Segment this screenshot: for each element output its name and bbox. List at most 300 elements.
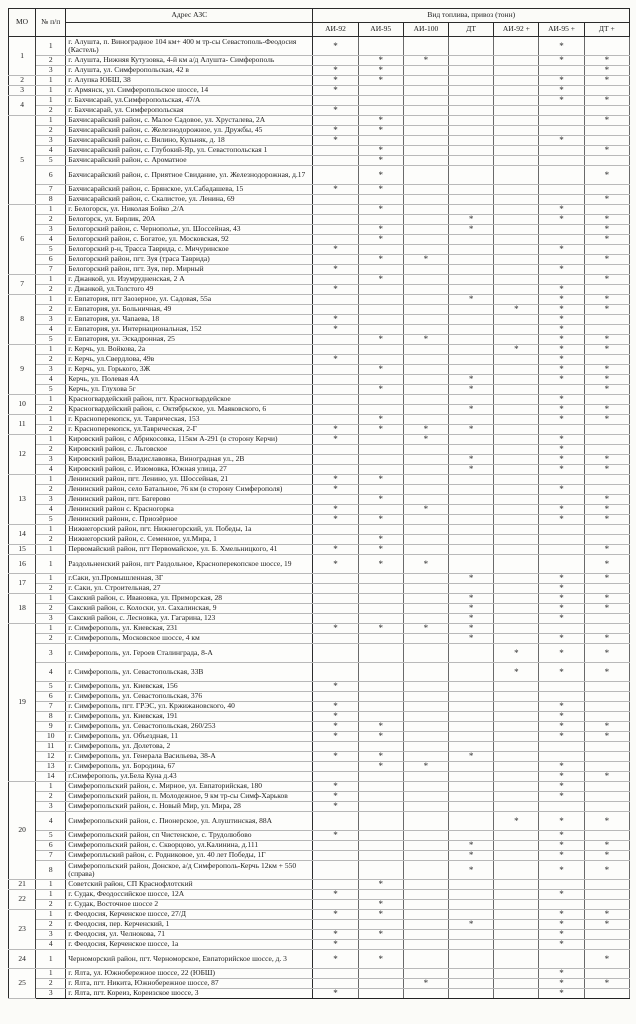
- mo-number-cell: 23: [9, 910, 36, 950]
- fuel-empty-cell: [539, 752, 584, 762]
- fuel-empty-cell: [494, 126, 539, 136]
- fuel-marker-cell: *: [494, 305, 539, 315]
- station-address-cell: г. Джанкой, ул. Изумрудненская, 2 А: [66, 275, 313, 285]
- fuel-empty-cell: [539, 545, 584, 555]
- fuel-empty-cell: [584, 285, 629, 295]
- fuel-empty-cell: [449, 742, 494, 752]
- fuel-empty-cell: [539, 185, 584, 195]
- station-row: [9, 692, 630, 702]
- fuel-marker-cell: *: [449, 375, 494, 385]
- station-address-cell: Сакский район, с. Колоски, ул. Сахалинская, 9: [66, 604, 313, 614]
- fuel-empty-cell: [584, 752, 629, 762]
- fuel-empty-cell: [403, 802, 448, 812]
- fuel-empty-cell: [584, 185, 629, 195]
- fuel-empty-cell: [403, 295, 448, 305]
- fuel-empty-cell: [313, 574, 358, 584]
- fuel-empty-cell: [449, 584, 494, 594]
- fuel-marker-cell: *: [539, 930, 584, 940]
- station-address-cell: г. Феодосия, пер. Керченский, 1: [66, 920, 313, 930]
- fuel-empty-cell: [494, 989, 539, 999]
- fuel-empty-cell: [449, 900, 494, 910]
- fuel-empty-cell: [494, 475, 539, 485]
- station-row: [9, 772, 630, 782]
- fuel-empty-cell: [494, 215, 539, 225]
- station-address-cell: г. Симферополь, Московское шоссе, 4 км: [66, 634, 313, 644]
- row-number-cell: 1: [36, 890, 66, 900]
- fuel-empty-cell: [449, 146, 494, 156]
- fuel-marker-cell: *: [358, 752, 403, 762]
- fuel-marker-cell: *: [584, 574, 629, 584]
- fuel-empty-cell: [313, 900, 358, 910]
- fuel-empty-cell: [494, 395, 539, 405]
- fuel-marker-cell: *: [539, 989, 584, 999]
- fuel-empty-cell: [449, 195, 494, 205]
- station-address-cell: Бахчисарайский район, с. Вилино, Кульняк, д. 18: [66, 136, 313, 146]
- fuel-empty-cell: [584, 930, 629, 940]
- fuel-empty-cell: [494, 37, 539, 56]
- fuel-empty-cell: [403, 385, 448, 395]
- fuel-empty-cell: [449, 792, 494, 802]
- fuel-empty-cell: [313, 495, 358, 505]
- fuel-empty-cell: [358, 295, 403, 305]
- mo-number-cell: 12: [9, 435, 36, 475]
- fuel-marker-cell: *: [313, 624, 358, 634]
- fuel-empty-cell: [313, 156, 358, 166]
- row-number-cell: 2: [36, 634, 66, 644]
- fuel-empty-cell: [403, 831, 448, 841]
- station-row: [9, 920, 630, 930]
- station-address-cell: Советский район, СП Краснофлотский: [66, 880, 313, 890]
- fuel-empty-cell: [539, 116, 584, 126]
- row-number-cell: 2: [36, 920, 66, 930]
- fuel-marker-cell: *: [313, 355, 358, 365]
- row-number-cell: 2: [36, 584, 66, 594]
- fuel-marker-cell: *: [539, 86, 584, 96]
- fuel-empty-cell: [494, 900, 539, 910]
- fuel-empty-cell: [539, 225, 584, 235]
- fuel-empty-cell: [449, 692, 494, 702]
- fuel-marker-cell: *: [539, 345, 584, 355]
- fuel-empty-cell: [403, 375, 448, 385]
- mo-number-cell: 7: [9, 275, 36, 295]
- mo-number-cell: 22: [9, 890, 36, 910]
- fuel-empty-cell: [449, 535, 494, 545]
- fuel-marker-cell: *: [539, 861, 584, 880]
- station-row: [9, 415, 630, 425]
- fuel-empty-cell: [539, 682, 584, 692]
- fuel-empty-cell: [403, 880, 448, 890]
- station-row: [9, 584, 630, 594]
- fuel-marker-cell: *: [358, 335, 403, 345]
- fuel-empty-cell: [403, 604, 448, 614]
- fuel-empty-cell: [403, 405, 448, 415]
- fuel-empty-cell: [403, 166, 448, 185]
- fuel-empty-cell: [313, 594, 358, 604]
- fuel-empty-cell: [449, 325, 494, 335]
- fuel-empty-cell: [494, 624, 539, 634]
- fuel-empty-cell: [403, 37, 448, 56]
- mo-number-cell: 24: [9, 950, 36, 969]
- fuel-empty-cell: [449, 205, 494, 215]
- station-row: [9, 126, 630, 136]
- fuel-empty-cell: [313, 762, 358, 772]
- fuel-empty-cell: [539, 555, 584, 574]
- fuel-empty-cell: [449, 415, 494, 425]
- fuel-empty-cell: [313, 345, 358, 355]
- fuel-empty-cell: [494, 910, 539, 920]
- fuel-empty-cell: [313, 584, 358, 594]
- station-row: [9, 742, 630, 752]
- fuel-empty-cell: [494, 495, 539, 505]
- fuel-marker-cell: *: [358, 56, 403, 66]
- fuel-marker-cell: *: [539, 295, 584, 305]
- fuel-empty-cell: [449, 435, 494, 445]
- fuel-marker-cell: *: [313, 126, 358, 136]
- fuel-empty-cell: [584, 742, 629, 752]
- fuel-empty-cell: [403, 136, 448, 146]
- fuel-empty-cell: [494, 555, 539, 574]
- header-row-number: № п/п: [36, 9, 66, 37]
- row-number-cell: 1: [36, 880, 66, 890]
- fuel-marker-cell: *: [313, 802, 358, 812]
- row-number-cell: 1: [36, 86, 66, 96]
- fuel-empty-cell: [449, 285, 494, 295]
- fuel-marker-cell: *: [449, 425, 494, 435]
- fuel-empty-cell: [449, 682, 494, 692]
- row-number-cell: 1: [36, 910, 66, 920]
- fuel-empty-cell: [358, 445, 403, 455]
- station-row: [9, 156, 630, 166]
- fuel-marker-cell: *: [584, 66, 629, 76]
- header-row-top: [9, 9, 630, 23]
- fuel-empty-cell: [313, 56, 358, 66]
- fuel-marker-cell: *: [539, 395, 584, 405]
- fuel-empty-cell: [358, 604, 403, 614]
- row-number-cell: 1: [36, 295, 66, 305]
- fuel-empty-cell: [494, 682, 539, 692]
- fuel-marker-cell: *: [313, 732, 358, 742]
- fuel-empty-cell: [539, 425, 584, 435]
- fuel-marker-cell: *: [539, 979, 584, 989]
- fuel-empty-cell: [313, 215, 358, 225]
- station-address-cell: г. Евпатория, ул. Эскадронная, 25: [66, 335, 313, 345]
- fuel-marker-cell: *: [539, 285, 584, 295]
- fuel-empty-cell: [584, 782, 629, 792]
- fuel-marker-cell: *: [449, 405, 494, 415]
- fuel-empty-cell: [449, 515, 494, 525]
- fuel-empty-cell: [539, 146, 584, 156]
- station-address-cell: Симферопльский район, с. Родниковое, ул. 40 лет Победы, 1Г: [66, 851, 313, 861]
- fuel-marker-cell: *: [584, 365, 629, 375]
- fuel-empty-cell: [449, 485, 494, 495]
- fuel-empty-cell: [449, 732, 494, 742]
- fuel-empty-cell: [494, 515, 539, 525]
- fuel-empty-cell: [449, 345, 494, 355]
- station-address-cell: Бахчисарайский район, с. Скалистое, ул. Ленина, 69: [66, 195, 313, 205]
- fuel-marker-cell: *: [449, 215, 494, 225]
- fuel-empty-cell: [494, 880, 539, 890]
- fuel-empty-cell: [403, 989, 448, 999]
- fuel-marker-cell: *: [584, 335, 629, 345]
- fuel-marker-cell: *: [539, 762, 584, 772]
- fuel-empty-cell: [494, 505, 539, 515]
- row-number-cell: 4: [36, 325, 66, 335]
- fuel-marker-cell: *: [539, 969, 584, 979]
- fuel-empty-cell: [403, 584, 448, 594]
- fuel-empty-cell: [584, 969, 629, 979]
- station-row: [9, 455, 630, 465]
- fuel-empty-cell: [313, 395, 358, 405]
- fuel-empty-cell: [539, 525, 584, 535]
- station-row: [9, 880, 630, 890]
- fuel-empty-cell: [358, 525, 403, 535]
- station-address-cell: г. Феодосия, ул. Челнокова, 71: [66, 930, 313, 940]
- fuel-marker-cell: *: [539, 485, 584, 495]
- fuel-empty-cell: [449, 930, 494, 940]
- row-number-cell: 3: [36, 989, 66, 999]
- fuel-empty-cell: [449, 989, 494, 999]
- fuel-empty-cell: [494, 375, 539, 385]
- fuel-marker-cell: *: [358, 365, 403, 375]
- fuel-empty-cell: [494, 225, 539, 235]
- fuel-empty-cell: [494, 445, 539, 455]
- fuel-empty-cell: [494, 66, 539, 76]
- fuel-marker-cell: *: [358, 762, 403, 772]
- fuel-empty-cell: [403, 106, 448, 116]
- fuel-empty-cell: [539, 156, 584, 166]
- fuel-empty-cell: [584, 265, 629, 275]
- fuel-marker-cell: *: [358, 146, 403, 156]
- fuel-empty-cell: [584, 355, 629, 365]
- station-address-cell: г. Симферополь, ул. Киевская, 231: [66, 624, 313, 634]
- station-row: [9, 900, 630, 910]
- fuel-marker-cell: *: [358, 255, 403, 265]
- fuel-empty-cell: [403, 702, 448, 712]
- fuel-empty-cell: [358, 979, 403, 989]
- fuel-empty-cell: [403, 772, 448, 782]
- fuel-empty-cell: [403, 969, 448, 979]
- fuel-empty-cell: [539, 742, 584, 752]
- fuel-marker-cell: *: [584, 861, 629, 880]
- fuel-marker-cell: *: [449, 861, 494, 880]
- fuel-empty-cell: [494, 692, 539, 702]
- station-address-cell: Сакский район, с. Лесновка, ул. Гагарина, 123: [66, 614, 313, 624]
- station-address-cell: г. Ялта, ул. Южнобережное шоссе, 22 (ЮБШ): [66, 969, 313, 979]
- station-address-cell: г. Симферополь, ул. Севастопольская, 33В: [66, 663, 313, 682]
- fuel-empty-cell: [449, 782, 494, 792]
- fuel-marker-cell: *: [584, 195, 629, 205]
- fuel-empty-cell: [358, 455, 403, 465]
- mo-number-cell: 4: [9, 96, 36, 116]
- header-fuel-dt: ДТ: [449, 23, 494, 37]
- station-address-cell: г. Феодосия, Керченское шоссе, 1а: [66, 940, 313, 950]
- row-number-cell: 1: [36, 555, 66, 574]
- fuel-empty-cell: [494, 772, 539, 782]
- fuel-empty-cell: [584, 989, 629, 999]
- fuel-empty-cell: [449, 910, 494, 920]
- fuel-marker-cell: *: [539, 415, 584, 425]
- fuel-empty-cell: [584, 37, 629, 56]
- fuel-empty-cell: [403, 515, 448, 525]
- fuel-marker-cell: *: [313, 890, 358, 900]
- fuel-marker-cell: *: [449, 594, 494, 604]
- station-address-cell: г. Керчь, ул. Войкова, 2а: [66, 345, 313, 355]
- fuel-empty-cell: [539, 195, 584, 205]
- fuel-empty-cell: [358, 712, 403, 722]
- fuel-empty-cell: [494, 96, 539, 106]
- station-row: [9, 475, 630, 485]
- fuel-empty-cell: [358, 315, 403, 325]
- fuel-empty-cell: [494, 604, 539, 614]
- fuel-marker-cell: *: [584, 920, 629, 930]
- fuel-marker-cell: *: [584, 146, 629, 156]
- fuel-empty-cell: [403, 126, 448, 136]
- fuel-empty-cell: [449, 76, 494, 86]
- fuel-empty-cell: [313, 535, 358, 545]
- station-row: [9, 37, 630, 56]
- fuel-marker-cell: *: [403, 425, 448, 435]
- fuel-marker-cell: *: [313, 106, 358, 116]
- fuel-marker-cell: *: [539, 136, 584, 146]
- fuel-marker-cell: *: [449, 574, 494, 584]
- fuel-empty-cell: [449, 136, 494, 146]
- fuel-empty-cell: [313, 205, 358, 215]
- fuel-marker-cell: *: [313, 66, 358, 76]
- station-row: [9, 574, 630, 584]
- fuel-empty-cell: [358, 375, 403, 385]
- station-address-cell: Бахчисарайский район, с. Малое Садовое, ул. Хрусталева, 2А: [66, 116, 313, 126]
- fuel-empty-cell: [494, 185, 539, 195]
- fuel-empty-cell: [494, 702, 539, 712]
- fuel-marker-cell: *: [494, 663, 539, 682]
- row-number-cell: 2: [36, 56, 66, 66]
- fuel-marker-cell: *: [539, 910, 584, 920]
- fuel-empty-cell: [494, 614, 539, 624]
- station-address-cell: г.Саки, ул.Промышленная, 3Г: [66, 574, 313, 584]
- fuel-marker-cell: *: [539, 841, 584, 851]
- fuel-marker-cell: *: [539, 712, 584, 722]
- fuel-empty-cell: [584, 86, 629, 96]
- fuel-empty-cell: [358, 345, 403, 355]
- fuel-marker-cell: *: [584, 950, 629, 969]
- mo-number-cell: 5: [9, 116, 36, 205]
- fuel-empty-cell: [584, 395, 629, 405]
- fuel-empty-cell: [403, 752, 448, 762]
- fuel-empty-cell: [449, 166, 494, 185]
- fuel-empty-cell: [449, 185, 494, 195]
- station-address-cell: г. Евпатория, ул. Интернациональная, 152: [66, 325, 313, 335]
- mo-number-cell: 9: [9, 345, 36, 395]
- fuel-empty-cell: [449, 305, 494, 315]
- fuel-marker-cell: *: [449, 225, 494, 235]
- mo-number-cell: 19: [9, 624, 36, 782]
- station-row: [9, 195, 630, 205]
- station-address-cell: г. Ялта, пгт. Кореиз, Кореизское шоссе, 3: [66, 989, 313, 999]
- fuel-marker-cell: *: [313, 285, 358, 295]
- fuel-empty-cell: [449, 445, 494, 455]
- fuel-empty-cell: [313, 225, 358, 235]
- row-number-cell: 7: [36, 265, 66, 275]
- station-row: [9, 831, 630, 841]
- fuel-empty-cell: [403, 594, 448, 604]
- fuel-empty-cell: [494, 435, 539, 445]
- fuel-empty-cell: [358, 851, 403, 861]
- row-number-cell: 4: [36, 146, 66, 156]
- fuel-empty-cell: [584, 315, 629, 325]
- header-fuel-dt-plus: ДТ +: [584, 23, 629, 37]
- fuel-empty-cell: [358, 574, 403, 584]
- fuel-empty-cell: [358, 644, 403, 663]
- mo-number-cell: 20: [9, 782, 36, 880]
- row-number-cell: 1: [36, 435, 66, 445]
- fuel-empty-cell: [313, 235, 358, 245]
- row-number-cell: 1: [36, 525, 66, 535]
- fuel-empty-cell: [403, 644, 448, 663]
- fuel-empty-cell: [584, 156, 629, 166]
- fuel-empty-cell: [358, 920, 403, 930]
- fuel-empty-cell: [584, 245, 629, 255]
- fuel-marker-cell: *: [584, 405, 629, 415]
- station-address-cell: Симферопольский район, с. Скворцово, ул.Калинина, д.111: [66, 841, 313, 851]
- station-address-cell: Нижнегорский район, с. Семенное, ул.Мира, 1: [66, 535, 313, 545]
- fuel-marker-cell: *: [313, 682, 358, 692]
- fuel-empty-cell: [358, 782, 403, 792]
- fuel-marker-cell: *: [539, 644, 584, 663]
- fuel-empty-cell: [584, 445, 629, 455]
- fuel-marker-cell: *: [584, 772, 629, 782]
- station-address-cell: Симферопольский район, сп Чистенское, с. Трудолюбово: [66, 831, 313, 841]
- fuel-marker-cell: *: [539, 792, 584, 802]
- fuel-empty-cell: [403, 76, 448, 86]
- fuel-empty-cell: [449, 335, 494, 345]
- fuel-empty-cell: [313, 742, 358, 752]
- station-address-cell: Бахчисарайский район, с. Брянское, ул.Сабадашева, 15: [66, 185, 313, 195]
- fuel-marker-cell: *: [313, 425, 358, 435]
- fuel-empty-cell: [313, 305, 358, 315]
- station-row: [9, 285, 630, 295]
- fuel-empty-cell: [403, 265, 448, 275]
- fuel-marker-cell: *: [539, 890, 584, 900]
- fuel-empty-cell: [358, 395, 403, 405]
- station-address-cell: г. Ялта, пгт. Никита, Южнобережное шоссе, 87: [66, 979, 313, 989]
- fuel-empty-cell: [449, 979, 494, 989]
- fuel-marker-cell: *: [584, 166, 629, 185]
- fuel-marker-cell: *: [539, 96, 584, 106]
- header-fuel-ai92: АИ-92: [313, 23, 358, 37]
- fuel-marker-cell: *: [539, 515, 584, 525]
- fuel-empty-cell: [449, 275, 494, 285]
- fuel-empty-cell: [313, 920, 358, 930]
- row-number-cell: 5: [36, 335, 66, 345]
- fuel-empty-cell: [358, 594, 403, 604]
- station-row: [9, 792, 630, 802]
- station-address-cell: Черноморский район, пгт. Черноморское, Евпаторийское шоссе, д. 3: [66, 950, 313, 969]
- fuel-marker-cell: *: [584, 235, 629, 245]
- station-row: [9, 335, 630, 345]
- mo-number-cell: 25: [9, 969, 36, 999]
- station-row: [9, 861, 630, 880]
- fuel-empty-cell: [403, 792, 448, 802]
- fuel-marker-cell: *: [539, 405, 584, 415]
- station-address-cell: г. Симферополь, ул. Севастопольская, 260/253: [66, 722, 313, 732]
- fuel-marker-cell: *: [403, 255, 448, 265]
- fuel-empty-cell: [313, 255, 358, 265]
- station-row: [9, 265, 630, 275]
- row-number-cell: 2: [36, 126, 66, 136]
- fuel-empty-cell: [584, 525, 629, 535]
- fuel-marker-cell: *: [358, 880, 403, 890]
- mo-number-cell: 3: [9, 86, 36, 96]
